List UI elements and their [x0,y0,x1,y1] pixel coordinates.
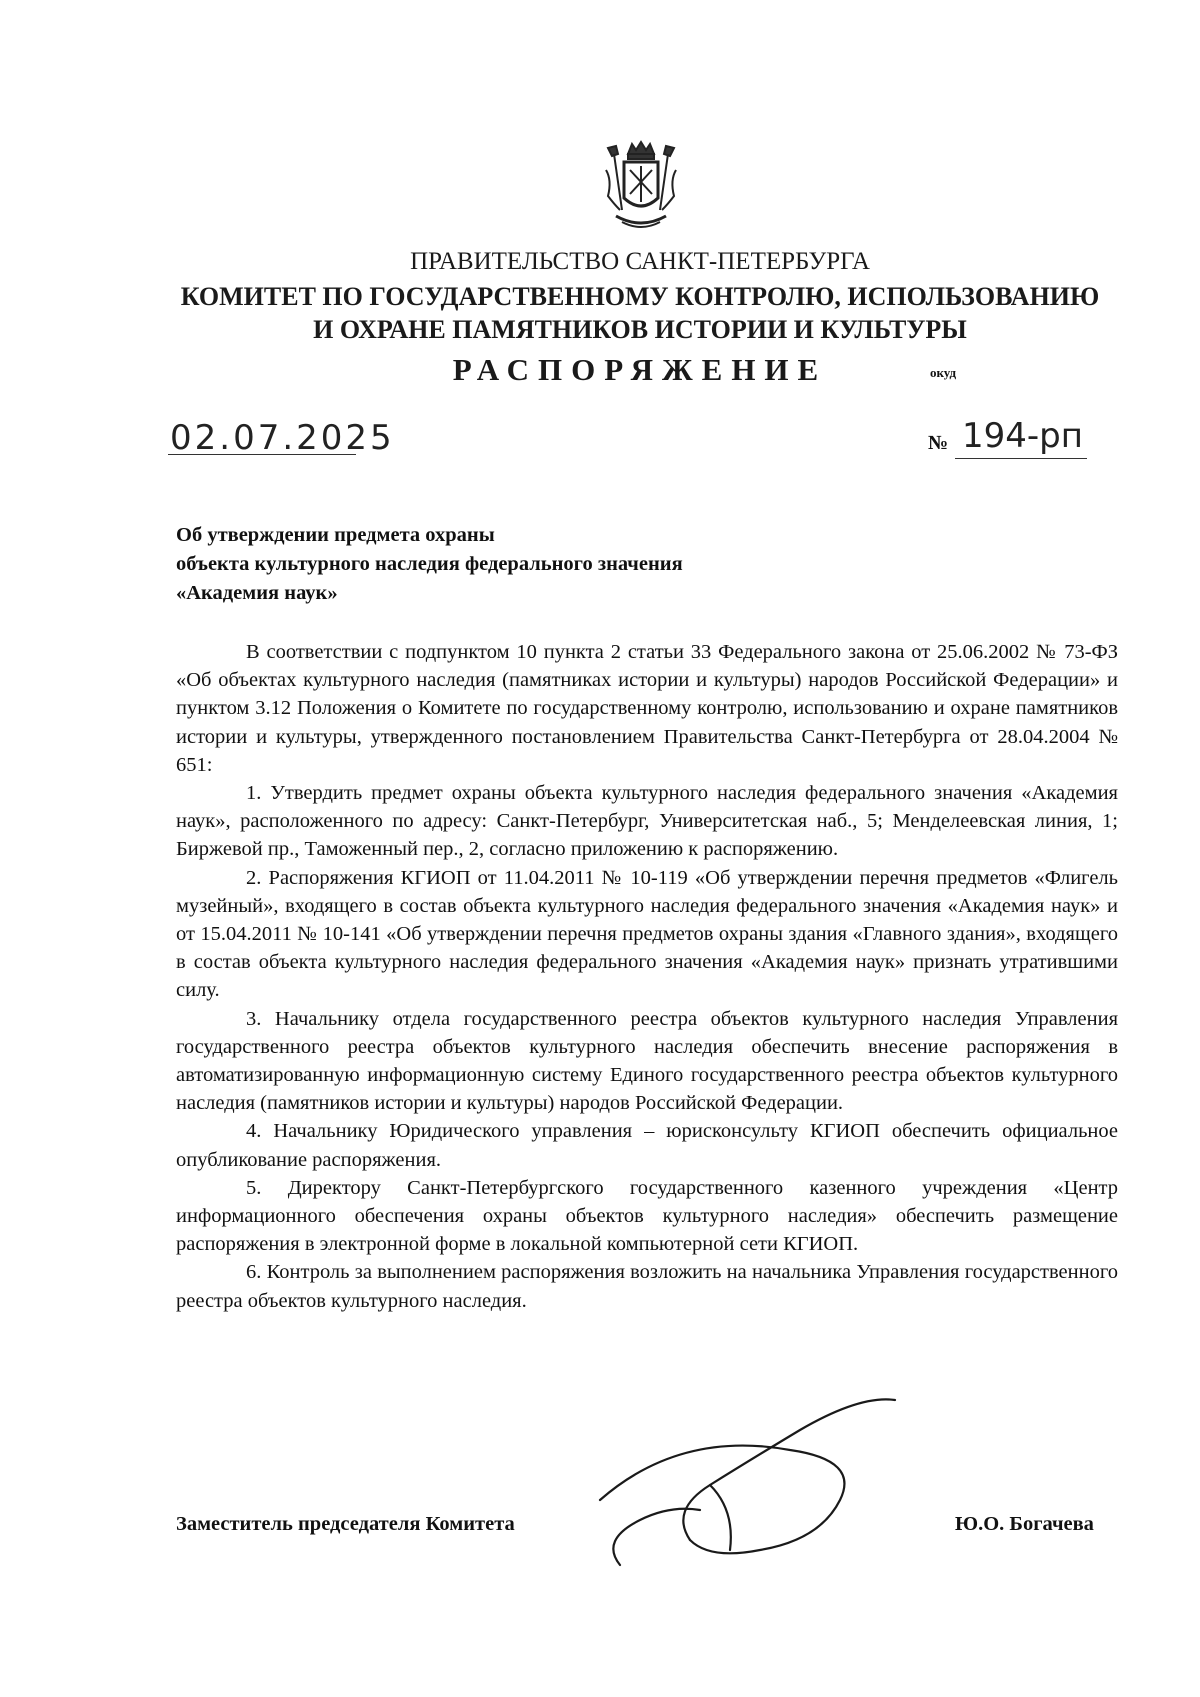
clause-4: 4. Начальнику Юридического управления – юрисконсульту КГИОП обеспечить официальное опубликование распоряжения. [176,1120,1118,1171]
subject-line3: «Академия наук» [176,582,338,604]
coat-of-arms-emblem-icon [598,140,684,232]
document-date: 02.07.2025 [170,418,395,458]
clause-1: 1. Утвердить предмет охраны объекта культурного наследия федерального значения «Академия наук», расположенного по адресу: Санкт-Петербург, Университетская наб., 5; Менделеевская линия, 1; Биржевой пр., Таможенный пер., 2, согласно приложению к распоряжению. [176,782,1118,861]
clause-5: 5. Директору Санкт-Петербургского государственного казенного учреждения «Центр информационного обеспечения охраны объектов культурного наследия» обеспечить размещение распоряжения в электронной форме в локальной компьютерной сети КГИОП. [176,1176,1118,1256]
signatory-name: Ю.О. Богачева [955,1513,1094,1535]
document-body [176,638,1118,1315]
subject-line2: объекта культурного наследия федерального значения [176,553,683,575]
date-underline [168,454,356,455]
subject-line1: Об утверждении предмета охраны [176,524,495,546]
signatory-title: Заместитель председателя Комитета [176,1513,515,1535]
clause-3: 3. Начальнику отдела государственного реестра объектов культурного наследия Управления государственного реестра объектов культурного наследия обеспечить внесение распоряжения в автоматизированную информационную систему Единого государственного реестра объектов культурного наследия (памятников истории и культуры) народов Российской Федерации. [176,1007,1118,1115]
number-label: № [928,432,949,454]
clause-2: 2. Распоряжения КГИОП от 11.04.2011 № 10-119 «Об утверждении перечня предметов «Флигель музейный», входящего в состав объекта культурного наследия федерального значения «Академия наук» и от 15.04.2011 № 10-141 «Об утверждении перечня предметов охраны здания «Главного здания», входящего в состав объекта культурного наследия федерального значения «Академия наук» признать утратившими силу. [176,866,1118,1002]
okud-label: окуд [930,365,957,380]
committee-name [0,280,1200,346]
government-name: ПРАВИТЕЛЬСТВО САНКТ-ПЕТЕРБУРГА [410,248,870,275]
committee-name-line1: КОМИТЕТ ПО ГОСУДАРСТВЕННОМУ КОНТРОЛЮ, ИСПОЛЬЗОВАНИЮ [180,282,1100,311]
committee-name-line2: И ОХРАНЕ ПАМЯТНИКОВ ИСТОРИИ И КУЛЬТУРЫ [313,315,967,344]
clause-6: 6. Контроль за выполнением распоряжения возложить на начальника Управления государственного реестра объектов культурного наследия. [176,1261,1118,1312]
document-subject [176,521,683,608]
document-number: 194-рп [962,416,1083,456]
document-type-title: РАСПОРЯЖЕНИЕ [452,352,828,387]
preamble-paragraph: В соответствии с подпунктом 10 пункта 2 статьи 33 Федерального закона от 25.06.2002 № 73-ФЗ «Об объектах культурного наследия (памятниках истории и культуры) народов Российской Федерации» и пунктом 3.12 Положения о Комитете по государственному контролю, использованию и охране памятников истории и культуры, утвержденного постановлением Правительства Санкт-Петербурга от 28.04.2004 № 651: [176,641,1118,776]
handwritten-signature-icon [560,1390,930,1580]
number-underline [955,458,1087,459]
